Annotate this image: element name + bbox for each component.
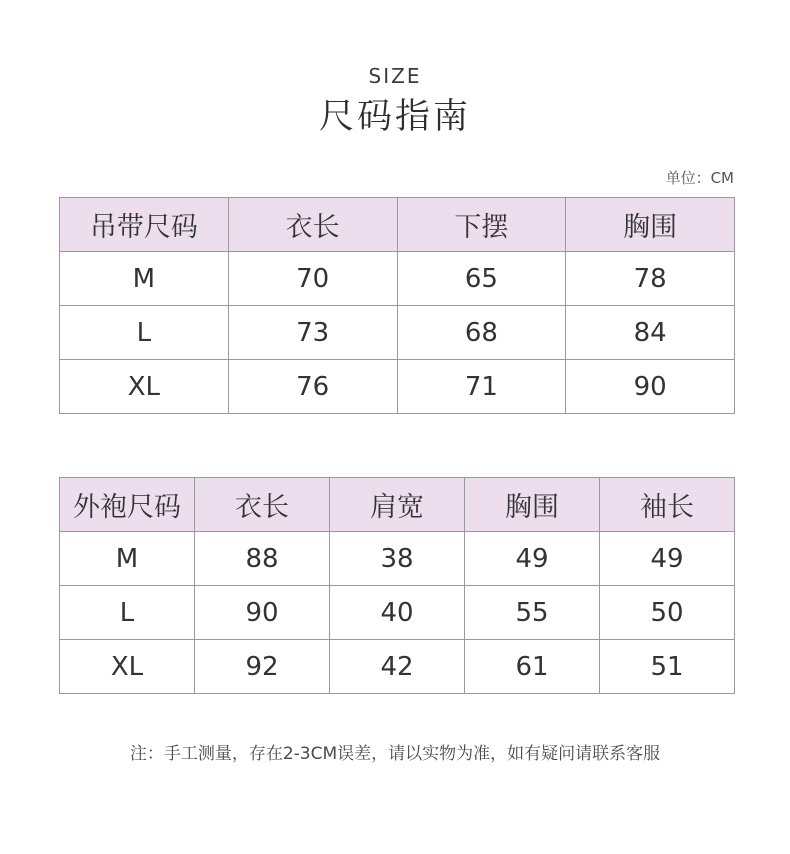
measurement-note: 注：手工测量，存在2-3CM误差，请以实物为准，如有疑问请联系客服 bbox=[129, 744, 661, 764]
header-cell: 肩宽 bbox=[330, 478, 465, 532]
header-cell: 胸围 bbox=[465, 478, 600, 532]
table-row bbox=[60, 252, 735, 306]
header-cell: 袖长 bbox=[600, 478, 735, 532]
size-cell: L bbox=[60, 586, 195, 640]
table-cell: 90 bbox=[195, 586, 330, 640]
header-cell: 吊带尺码 bbox=[60, 198, 229, 252]
table-cell: 88 bbox=[195, 532, 330, 586]
table-cell: 71 bbox=[397, 360, 566, 414]
table-cell: 61 bbox=[465, 640, 600, 694]
table-cell: 51 bbox=[600, 640, 735, 694]
table-cell: 42 bbox=[330, 640, 465, 694]
table-cell: 84 bbox=[566, 306, 735, 360]
table-cell: 40 bbox=[330, 586, 465, 640]
header-cell: 衣长 bbox=[195, 478, 330, 532]
size-cell: XL bbox=[60, 360, 229, 414]
table-cell: 38 bbox=[330, 532, 465, 586]
size-cell: XL bbox=[60, 640, 195, 694]
table-row bbox=[60, 640, 735, 694]
header-cell: 衣长 bbox=[228, 198, 397, 252]
table-cell: 73 bbox=[228, 306, 397, 360]
unit-label: 单位：CM bbox=[665, 169, 734, 187]
page-title: 尺码指南 bbox=[318, 97, 471, 137]
table-row bbox=[60, 586, 735, 640]
camisole-size-table bbox=[59, 197, 735, 414]
size-cell: L bbox=[60, 306, 229, 360]
page-subtitle: SIZE bbox=[368, 64, 422, 88]
table-header-row bbox=[60, 198, 735, 252]
table-row bbox=[60, 532, 735, 586]
table-cell: 49 bbox=[600, 532, 735, 586]
table-row bbox=[60, 306, 735, 360]
table-cell: 78 bbox=[566, 252, 735, 306]
table-row bbox=[60, 360, 735, 414]
size-cell: M bbox=[60, 252, 229, 306]
table-cell: 68 bbox=[397, 306, 566, 360]
table-header-row bbox=[60, 478, 735, 532]
header-cell: 胸围 bbox=[566, 198, 735, 252]
header-cell: 外袍尺码 bbox=[60, 478, 195, 532]
table-cell: 70 bbox=[228, 252, 397, 306]
header-cell: 下摆 bbox=[397, 198, 566, 252]
table-cell: 49 bbox=[465, 532, 600, 586]
robe-size-table bbox=[59, 477, 735, 694]
table-cell: 55 bbox=[465, 586, 600, 640]
table-cell: 92 bbox=[195, 640, 330, 694]
size-cell: M bbox=[60, 532, 195, 586]
table-cell: 90 bbox=[566, 360, 735, 414]
table-cell: 50 bbox=[600, 586, 735, 640]
table-cell: 76 bbox=[228, 360, 397, 414]
table-cell: 65 bbox=[397, 252, 566, 306]
